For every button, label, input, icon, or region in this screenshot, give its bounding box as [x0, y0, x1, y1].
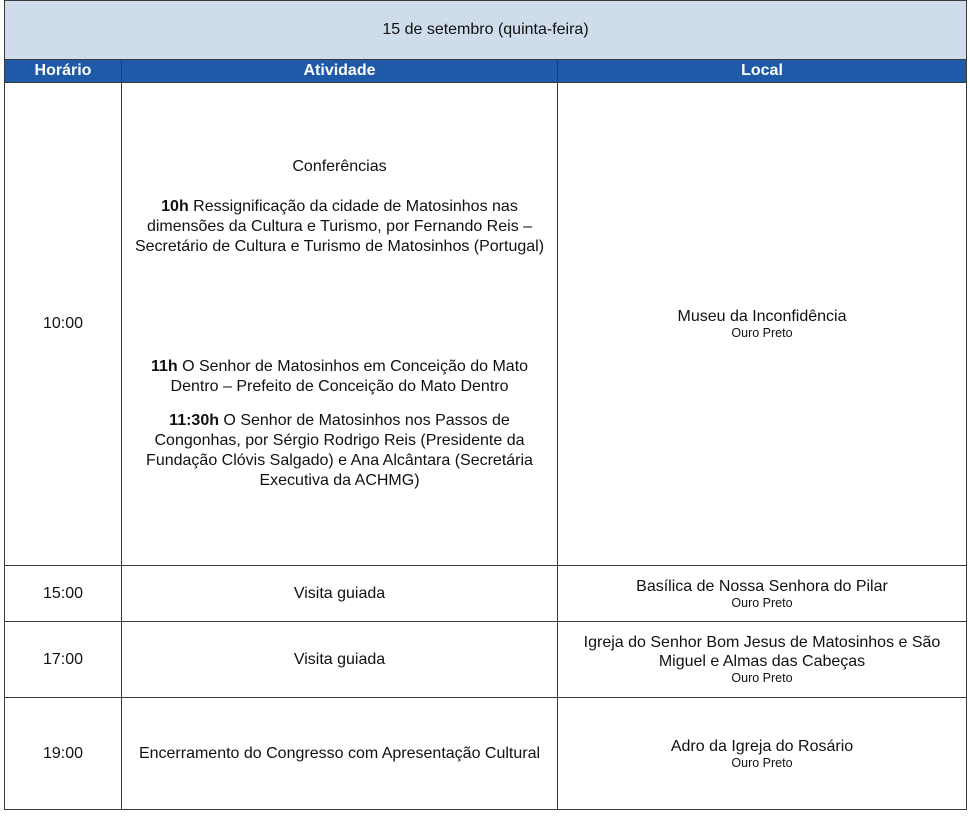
column-header-activity: Atividade — [122, 60, 558, 83]
location-name: Basílica de Nossa Senhora do Pilar — [636, 577, 888, 595]
row-location — [558, 83, 967, 566]
location-city: Ouro Preto — [731, 671, 793, 685]
conference-title: Conferências — [292, 158, 387, 175]
location-name: Museu da Inconfidência — [677, 308, 847, 325]
talk-time: 11h — [150, 358, 178, 375]
talk-item — [128, 197, 551, 257]
column-header-row — [5, 60, 967, 83]
row-activity: Encerramento do Congresso com Apresentação Cultural — [122, 698, 558, 810]
talk-item — [128, 411, 551, 491]
talk-time: 11:30h — [169, 412, 219, 429]
conference-block — [122, 157, 557, 491]
talk-time: 10h — [161, 198, 189, 215]
row-activity — [122, 83, 558, 566]
location-name: Adro da Igreja do Rosário — [670, 737, 854, 755]
column-header-time: Horário — [5, 60, 122, 83]
day-title: 15 de setembro (quinta-feira) — [5, 1, 967, 60]
row-location — [558, 566, 967, 622]
table-row — [5, 622, 967, 698]
row-activity: Visita guiada — [122, 566, 558, 622]
talk-item — [128, 357, 551, 397]
location-city: Ouro Preto — [731, 326, 793, 340]
table-row — [5, 83, 967, 566]
location-name: Igreja do Senhor Bom Jesus de Matosinhos e São Miguel e Almas das Cabeças — [583, 634, 941, 670]
talk-text: O Senhor de Matosinhos nos Passos de Congonhas, por Sérgio Rodrigo Reis (Presidente da Fundação Clóvis Salgado) e Ana Alcântara (Secretária Executiva da ACHMG) — [146, 412, 533, 489]
row-location — [558, 698, 967, 810]
row-time: 17:00 — [5, 622, 122, 698]
row-time: 15:00 — [5, 566, 122, 622]
talk-text: O Senhor de Matosinhos em Conceição do Mato Dentro – Prefeito de Conceição do Mato Dentro — [170, 358, 529, 395]
table-row — [5, 698, 967, 810]
schedule-sheet — [4, 0, 966, 810]
column-header-location: Local — [558, 60, 967, 83]
schedule-table — [4, 0, 967, 810]
table-row — [5, 566, 967, 622]
location-city: Ouro Preto — [731, 755, 793, 770]
row-location — [558, 622, 967, 698]
location-city: Ouro Preto — [731, 595, 793, 610]
talk-text: Ressignificação da cidade de Matosinhos nas dimensões da Cultura e Turismo, por Fernando Reis – Secretário de Cultura e Turismo de Matosinhos (Portugal) — [134, 198, 545, 255]
row-time: 10:00 — [5, 83, 122, 566]
row-activity: Visita guiada — [122, 622, 558, 698]
row-time: 19:00 — [5, 698, 122, 810]
day-header-row — [5, 1, 967, 60]
